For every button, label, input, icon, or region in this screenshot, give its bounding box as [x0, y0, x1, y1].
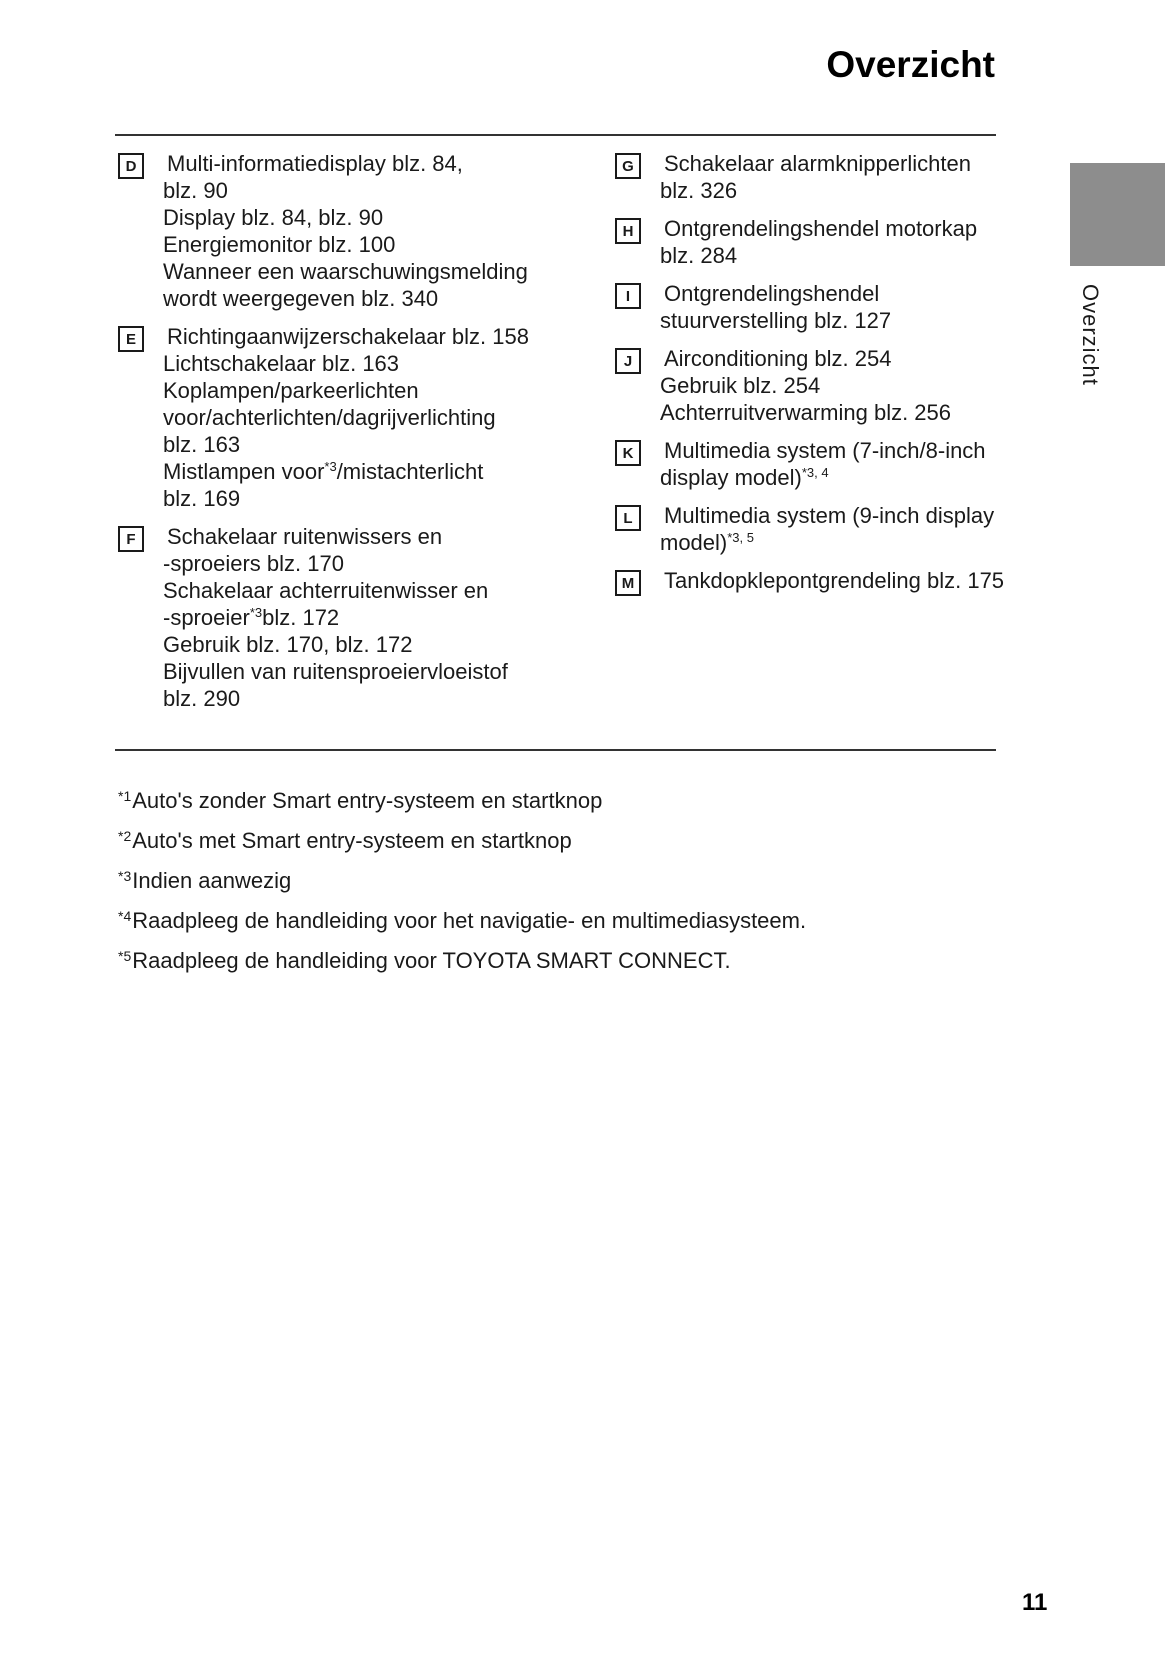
text-run: blz. 163: [163, 432, 241, 457]
legend-item-text: [660, 215, 977, 269]
footnote-marker: *2: [118, 828, 132, 844]
legend-columns: [118, 150, 1005, 723]
legend-key-box: E: [118, 326, 144, 352]
legend-line: [163, 204, 528, 231]
footnote-marker: *3: [118, 868, 132, 884]
legend-line: [163, 431, 529, 458]
legend-item-I: [615, 280, 1004, 334]
legend-line: [660, 464, 986, 491]
footnote: [118, 868, 998, 894]
text-run: wordt weergegeven blz. 340: [163, 286, 439, 311]
legend-item-text: [660, 567, 1004, 594]
legend-line: [163, 150, 528, 177]
legend-item-text: [163, 150, 528, 312]
legend-item-text: [660, 345, 951, 426]
footnote-text: Auto's zonder Smart entry-systeem en startknop: [132, 788, 603, 813]
text-run: Multimedia system (9-inch display: [664, 503, 995, 528]
text-run: blz. 90: [163, 178, 228, 203]
legend-item-text: [660, 150, 971, 204]
text-run: Display blz. 84, blz. 90: [163, 205, 384, 230]
legend-key-box: M: [615, 570, 641, 596]
footnote-text: Raadpleeg de handleiding voor TOYOTA SMART CONNECT.: [132, 948, 731, 973]
footnote-reference: *3, 5: [727, 530, 754, 545]
legend-line: [660, 177, 971, 204]
footnote-marker: *4: [118, 908, 132, 924]
footnote: [118, 908, 998, 934]
text-run: Gebruik blz. 170, blz. 172: [163, 632, 413, 657]
text-run: blz. 172: [262, 605, 340, 630]
legend-line: [163, 285, 528, 312]
legend-item-M: [615, 567, 1004, 596]
legend-line: [660, 372, 951, 399]
legend-line: [163, 550, 508, 577]
legend-line: [660, 242, 977, 269]
legend-line: [163, 485, 529, 512]
text-run: Airconditioning blz. 254: [664, 346, 892, 371]
text-run: voor/achterlichten/dagrijverlichting: [163, 405, 496, 430]
footnote: [118, 788, 998, 814]
legend-item-L: [615, 502, 1004, 556]
legend-key-box: J: [615, 348, 641, 374]
text-run: Wanneer een waarschuwingsmelding: [163, 259, 528, 284]
text-run: Gebruik blz. 254: [660, 373, 821, 398]
text-run: Schakelaar ruitenwissers en: [167, 524, 443, 549]
legend-item-text: [660, 502, 994, 556]
footnote-marker: *5: [118, 948, 132, 964]
text-run: /mistachterlicht: [336, 459, 484, 484]
footnotes: [118, 788, 998, 988]
legend-item-J: [615, 345, 1004, 426]
legend-line: [163, 231, 528, 258]
text-run: Koplampen/parkeerlichten: [163, 378, 419, 403]
legend-key-box: L: [615, 505, 641, 531]
legend-line: [660, 215, 977, 242]
legend-line: [660, 345, 951, 372]
page-number: 11: [1022, 1589, 1048, 1616]
legend-item-text: [660, 437, 986, 491]
text-run: Bijvullen van ruitensproeiervloeistof: [163, 659, 508, 684]
top-divider: [115, 134, 996, 136]
footnote: [118, 948, 998, 974]
legend-line: [163, 177, 528, 204]
legend-item-text: [660, 280, 891, 334]
text-run: -sproeiers blz. 170: [163, 551, 344, 576]
legend-line: [660, 399, 951, 426]
text-run: blz. 169: [163, 486, 241, 511]
legend-line: [163, 604, 508, 631]
legend-column-right: [615, 150, 1004, 723]
text-run: Richtingaanwijzerschakelaar blz. 158: [167, 324, 529, 349]
footnote-text: Auto's met Smart entry-systeem en startknop: [132, 828, 572, 853]
footnote: [118, 828, 998, 854]
legend-line: [163, 323, 529, 350]
legend-item-F: [118, 523, 615, 712]
legend-key-box: D: [118, 153, 144, 179]
legend-line: [163, 377, 529, 404]
text-run: Energiemonitor blz. 100: [163, 232, 396, 257]
text-run: Mistlampen voor: [163, 459, 325, 484]
legend-key-box: H: [615, 218, 641, 244]
legend-line: [163, 523, 508, 550]
legend-line: [660, 150, 971, 177]
legend-item-K: [615, 437, 1004, 491]
footnote-reference: *3, 4: [801, 465, 829, 480]
text-run: stuurverstelling blz. 127: [660, 308, 892, 333]
footnotes-divider: [115, 749, 996, 751]
legend-line: [163, 631, 508, 658]
text-run: Lichtschakelaar blz. 163: [163, 351, 400, 376]
legend-line: [163, 350, 529, 377]
text-run: Multimedia system (7-inch/8-inch: [664, 438, 986, 463]
legend-item-text: [163, 323, 529, 512]
footnote-text: Raadpleeg de handleiding voor het navigatie- en multimediasysteem.: [132, 908, 807, 933]
legend-key-box: F: [118, 526, 144, 552]
legend-item-E: [118, 323, 615, 512]
legend-item-G: [615, 150, 1004, 204]
text-run: Schakelaar alarmknipperlichten: [664, 151, 971, 176]
legend-key-box: G: [615, 153, 641, 179]
legend-line: [163, 577, 508, 604]
text-run: display model): [660, 465, 802, 490]
page-title: Overzicht: [826, 44, 995, 85]
legend-line: [163, 258, 528, 285]
legend-line: [660, 502, 994, 529]
legend-line: [660, 529, 994, 556]
text-run: -sproeier: [163, 605, 250, 630]
legend-line: [163, 685, 508, 712]
footnote-reference: *3: [324, 459, 337, 474]
chapter-tab-label: Overzicht: [1078, 284, 1103, 386]
legend-line: [163, 458, 529, 485]
text-run: blz. 326: [660, 178, 738, 203]
legend-column-left: [118, 150, 615, 723]
legend-line: [660, 437, 986, 464]
legend-item-text: [163, 523, 508, 712]
footnote-reference: *3: [249, 605, 263, 620]
legend-line: [660, 307, 891, 334]
legend-line: [660, 567, 1004, 594]
legend-key-box: I: [615, 283, 641, 309]
legend-key-box: K: [615, 440, 641, 466]
text-run: Ontgrendelingshendel: [664, 281, 880, 306]
text-run: Tankdopklepontgrendeling blz. 175: [664, 568, 1005, 593]
footnote-text: Indien aanwezig: [132, 868, 292, 893]
legend-item-H: [615, 215, 1004, 269]
legend-item-D: [118, 150, 615, 312]
text-run: blz. 290: [163, 686, 241, 711]
text-run: Schakelaar achterruitenwisser en: [163, 578, 489, 603]
text-run: Ontgrendelingshendel motorkap: [664, 216, 978, 241]
text-run: Achterruitverwarming blz. 256: [660, 400, 952, 425]
footnote-marker: *1: [118, 788, 132, 804]
text-run: Multi-informatiedisplay blz. 84,: [167, 151, 463, 176]
text-run: blz. 284: [660, 243, 738, 268]
legend-line: [163, 658, 508, 685]
legend-line: [163, 404, 529, 431]
legend-line: [660, 280, 891, 307]
text-run: model): [660, 530, 728, 555]
chapter-tab: [1070, 163, 1165, 266]
